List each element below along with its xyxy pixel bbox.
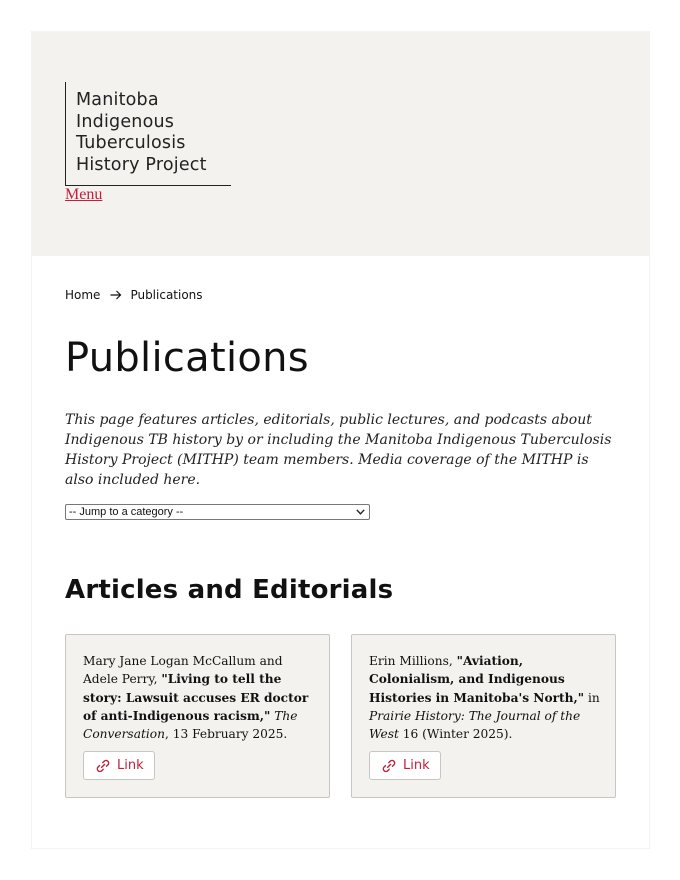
citation-venue: Prairie History: The Journal of the West (369, 708, 581, 742)
logo-text (76, 90, 207, 176)
publication-card (65, 634, 330, 798)
category-select-value: -- Jump to a category -- (69, 506, 184, 518)
logo-line: Indigenous (76, 111, 175, 132)
citation-authors: Erin Millions, (369, 654, 457, 668)
link-button[interactable] (83, 751, 155, 780)
page-title: Publications (65, 335, 309, 381)
logo-line: Manitoba (76, 90, 159, 110)
breadcrumb-home-link[interactable]: Home (65, 288, 101, 302)
citation-details: 16 (Winter 2025). (398, 727, 513, 742)
arrow-right-icon (110, 290, 122, 300)
link-button[interactable] (369, 751, 441, 780)
citation-title: "Aviation, Colonialism, and Indigenous Histories in Manitoba's North," (369, 654, 585, 705)
section-title: Articles and Editorials (65, 575, 394, 605)
citation-text (369, 652, 601, 743)
link-button-label: Link (403, 758, 430, 773)
link-button-label: Link (117, 758, 144, 773)
page-frame (32, 32, 649, 848)
link-icon (95, 759, 111, 773)
logo-line: History Project (76, 154, 207, 175)
citation-text (83, 652, 315, 743)
publication-card (351, 634, 616, 798)
citation-connector: in (584, 690, 600, 705)
breadcrumb-current: Publications (130, 288, 203, 302)
page-intro: This page features articles, editorials, public lectures, and podcasts about Indigenous TB history by or including the Manitoba Indigenous Tuberculosis History Project (MITHP) team members. Media coverage of the MITHP is also included here. (65, 412, 612, 488)
chevron-down-icon (356, 509, 365, 515)
menu-link[interactable]: Menu (65, 186, 103, 203)
category-select[interactable] (65, 504, 370, 520)
citation-details: , 13 February 2025. (164, 727, 288, 742)
citation-venue: The Conversation (83, 708, 298, 742)
citation-authors: Mary Jane Logan McCallum and Adele Perry, (83, 654, 283, 687)
link-icon (381, 759, 397, 773)
logo-line: Tuberculosis (76, 133, 186, 153)
citation-title: "Living to tell the story: Lawsuit accuses ER doctor of anti-Indigenous racism," (83, 672, 309, 723)
site-logo[interactable] (65, 82, 231, 186)
site-header (32, 32, 649, 256)
breadcrumb (65, 288, 203, 302)
